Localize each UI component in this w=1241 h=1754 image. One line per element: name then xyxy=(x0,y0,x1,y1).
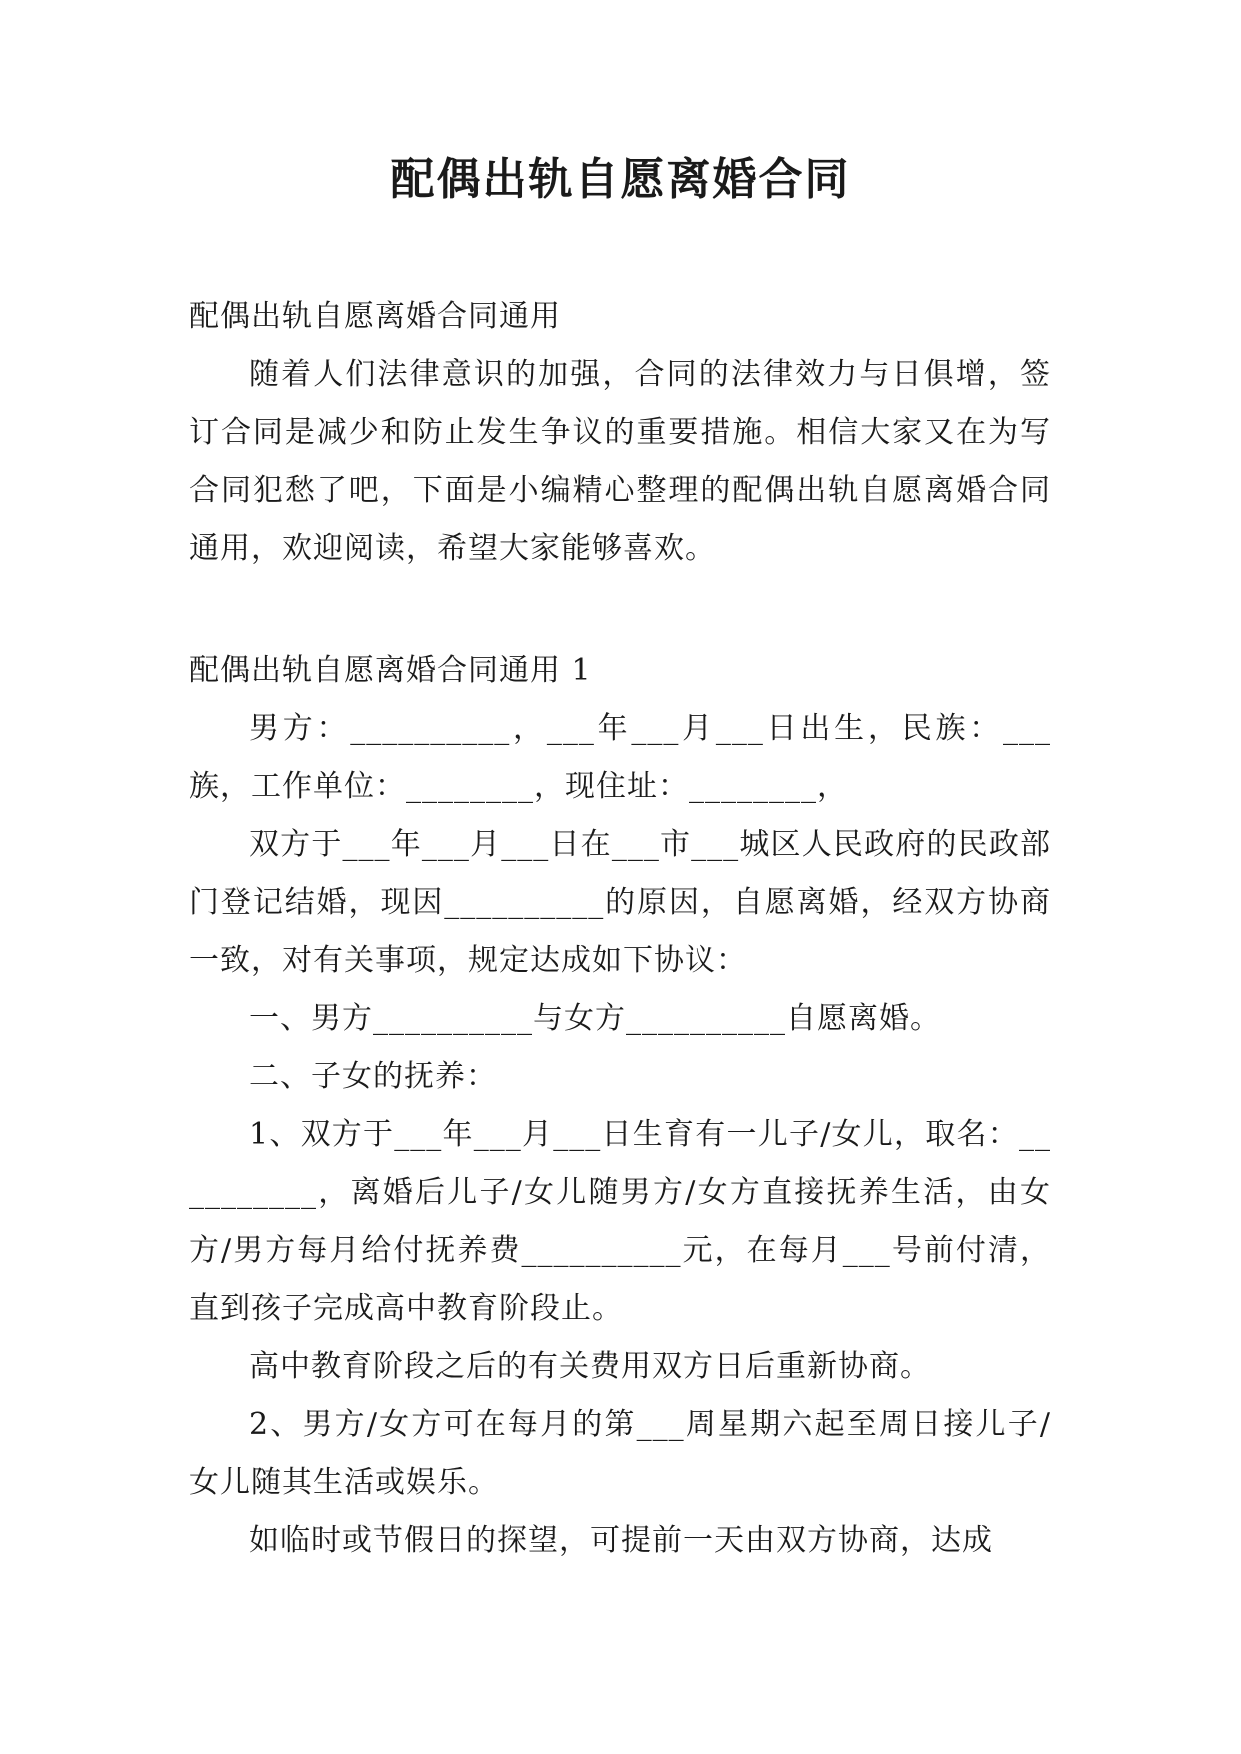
clause-paragraph: 2、男方/女方可在每月的第___周星期六起至周日接儿子/女儿随其生活或娱乐。 xyxy=(189,1407,1051,1500)
clause-paragraph: 高中教育阶段之后的有关费用双方日后重新协商。 xyxy=(249,1349,931,1384)
document-title: 配偶出轨自愿离婚合同 xyxy=(390,154,851,205)
intro-paragraph: 随着人们法律意识的加强，合同的法律效力与日俱增，签订合同是减少和防止发生争议的重要措施。相信大家又在为写合同犯愁了吧，下面是小编精心整理的配偶出轨自愿离婚合同通用，欢迎阅读，希望大家能够喜欢。 xyxy=(189,357,1051,566)
section-heading-general: 配偶出轨自愿离婚合同通用 xyxy=(189,299,561,334)
document-body xyxy=(189,288,1051,1570)
clause-paragraph: 如临时或节假日的探望，可提前一天由双方协商，达成 xyxy=(249,1523,993,1558)
clause-paragraph: 1、双方于___年___月___日生育有一儿子/女儿，取名：__________，离婚后儿子/女儿随男方/女方直接抚养生活，由女方/男方每月给付抚养费__________元，在每月___号前付清，直到孩子完成高中教育阶段止。 xyxy=(189,1117,1051,1326)
clause-paragraph: 双方于___年___月___日在___市___城区人民政府的民政部门登记结婚，现因__________的原因，自愿离婚，经双方协商一致，对有关事项，规定达成如下协议： xyxy=(189,827,1051,978)
clause-paragraph: 二、子女的抚养： xyxy=(249,1059,497,1094)
clause-paragraph: 一、男方__________与女方__________自愿离婚。 xyxy=(249,1001,941,1036)
clause-paragraph: 男方：__________，___年___月___日出生，民族：___族，工作单位：________，现住址：________， xyxy=(189,711,1051,804)
section-heading-1: 配偶出轨自愿离婚合同通用 1 xyxy=(189,653,592,688)
